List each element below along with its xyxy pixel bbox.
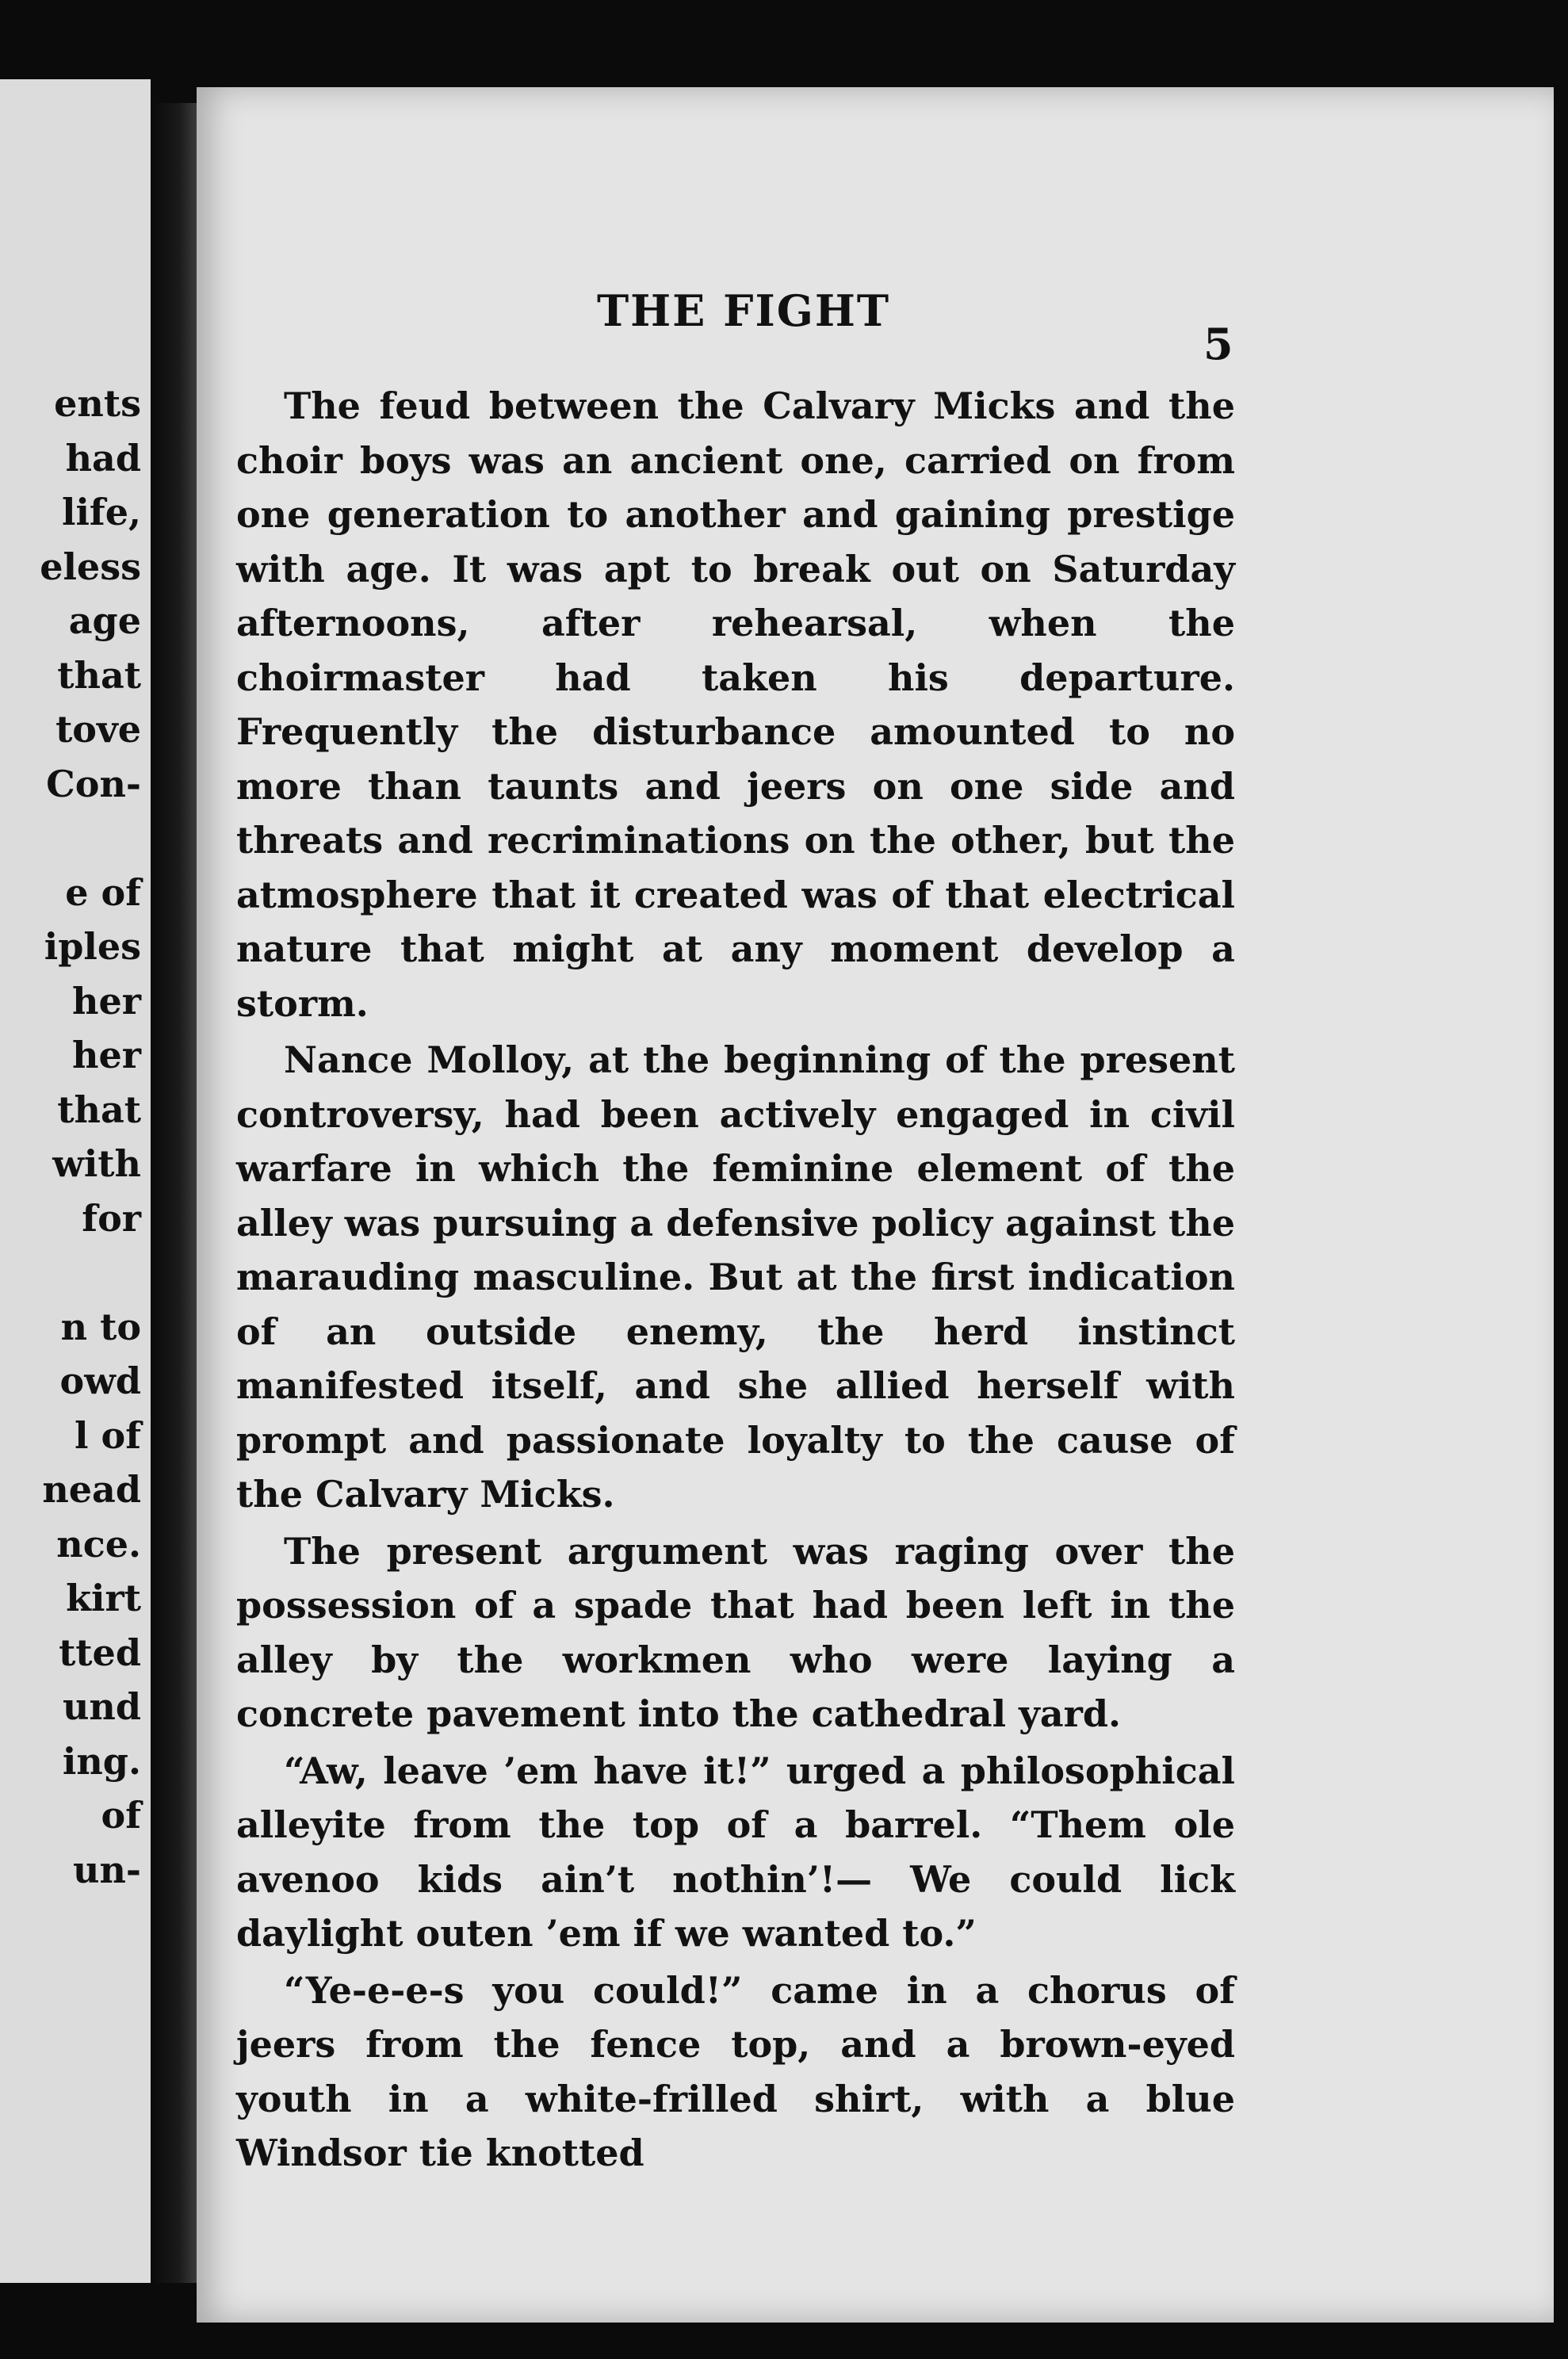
left-page-line: Con- bbox=[46, 762, 141, 805]
left-page-line: with bbox=[52, 1142, 141, 1185]
left-page-line: life, bbox=[61, 491, 141, 533]
left-page-line: n to bbox=[60, 1305, 141, 1348]
left-page-line: ing. bbox=[62, 1739, 141, 1783]
left-page-line: her bbox=[72, 1034, 141, 1076]
left-page-line: owd bbox=[59, 1359, 141, 1402]
left-page-line: ents bbox=[54, 382, 141, 425]
left-page-line: her bbox=[72, 979, 141, 1023]
left-page-line: tove bbox=[55, 708, 141, 751]
left-page-line: that bbox=[57, 653, 141, 697]
left-page-line: that bbox=[57, 1088, 141, 1131]
left-page-line: had bbox=[65, 436, 141, 480]
right-page bbox=[197, 87, 1554, 2323]
page-number: 5 bbox=[1203, 319, 1233, 369]
left-page-line: age bbox=[68, 599, 141, 642]
left-page-line: e of bbox=[65, 870, 141, 914]
left-page-line: of bbox=[101, 1794, 141, 1837]
paragraph: Nance Molloy, at the beginning of the present controversy, had been actively engaged in civil warfare in which the feminine element of the alley was pursuing a defensive policy against the marauding masculine. But at the first indication of an outside enemy, the herd instinct manifested itself, and she allied herself with prompt and passionate loyalty to the cause of the Calvary Micks. bbox=[236, 1038, 1235, 1516]
left-page-line: kirt bbox=[66, 1577, 141, 1619]
left-page-line: tted bbox=[59, 1631, 141, 1674]
paragraph: “Aw, leave ’em have it!” urged a philosophical alleyite from the top of a barrel. “Them ole avenoo kids ain’t nothin’!— We could lick daylight outen ’em if we wanted to.” bbox=[236, 1749, 1235, 1955]
left-page-line: und bbox=[62, 1685, 141, 1728]
body-text bbox=[236, 379, 1235, 2183]
left-page-line bbox=[0, 811, 151, 866]
paragraph: “Ye-e-e-s you could!” came in a chorus of jeers from the fence top, and a brown-eyed youth in a white-frilled shirt, with a blue Windsor tie knotted bbox=[236, 1968, 1235, 2174]
left-page-line: nce. bbox=[56, 1522, 141, 1566]
left-facing-page bbox=[0, 79, 151, 2283]
left-page-line: eless bbox=[40, 545, 141, 588]
running-head: THE FIGHT bbox=[596, 285, 891, 336]
paragraph: The feud between the Calvary Micks and the choir boys was an ancient one, carried on from one generation to another and gaining prestige with age. It was apt to break out on Saturday afternoons, after rehearsal, when the choirmaster had taken his departure. Frequently the disturbance amounted to no more than taunts and jeers on one side and threats and recriminations on the other, but the atmosphere that it created was of that electrical nature that might at any moment develop a storm. bbox=[236, 384, 1235, 1025]
book-gutter bbox=[151, 103, 197, 2283]
left-page-line: nead bbox=[42, 1468, 141, 1511]
left-page-line: un- bbox=[73, 1848, 141, 1891]
left-page-line bbox=[0, 1245, 151, 1300]
left-page-line: for bbox=[82, 1196, 141, 1240]
left-page-line-fragments bbox=[0, 377, 151, 1897]
left-page-line: l of bbox=[75, 1413, 141, 1457]
left-page-line: iples bbox=[44, 925, 141, 968]
paragraph: The present argument was raging over the possession of a spade that had been left in the alley by the workmen who were laying a concrete pavement into the cathedral yard. bbox=[236, 1529, 1235, 1735]
